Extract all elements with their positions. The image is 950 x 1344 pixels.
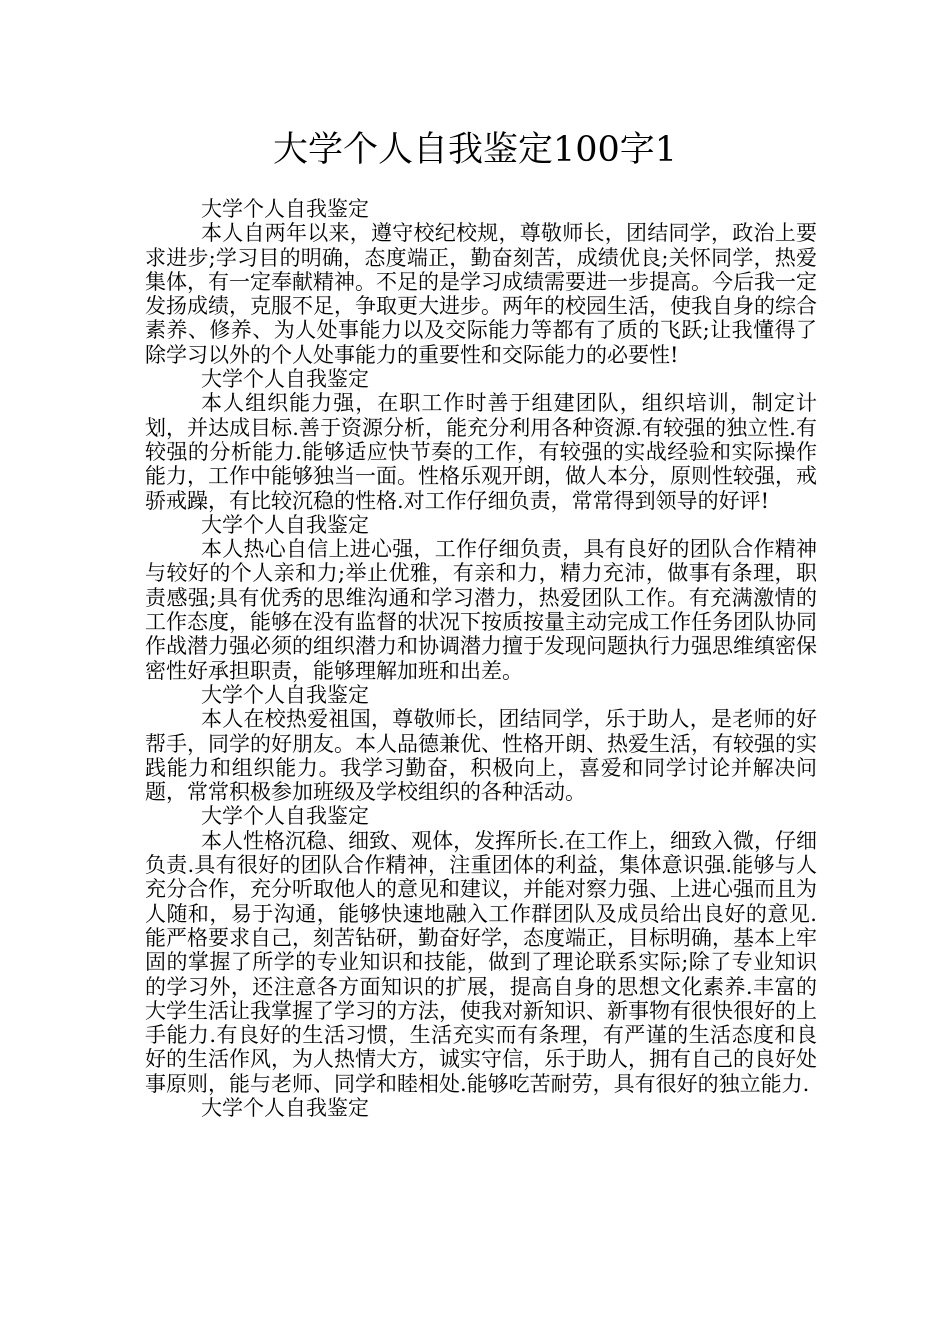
section-paragraph: 本人性格沉稳、细致、观体，发挥所长.在工作上，细致入微，仔细负责.具有很好的团队合作精神，注重团体的利益，集体意识强.能够与人充分合作，充分听取他人的意见和建议，并能对察力强、上进心强而且为人随和，易于沟通，能够快速地融入工作群团队及成员给出良好的意见.能严格要求自己，刻苦钻研，勤奋好学，态度端正，目标明确，基本上牢固的掌握了所学的专业知识和技能，做到了理论联系实际;除了专业知识的学习外，还注意各方面知识的扩展，提高自身的思想文化素养.丰富的大学生活让我掌握了学习的方法，使我对新知识、新事物有很快很好的上手能力.有良好的生活习惯，生活充实而有条理，有严谨的生活态度和良好的生活作风，为人热情大方，诚实守信，乐于助人，拥有自己的良好处事原则，能与老师、同学和睦相处.能够吃苦耐劳，具有很好的独立能力. [145, 828, 817, 1096]
section-heading: 大学个人自我鉴定 [201, 682, 369, 707]
section-heading: 大学个人自我鉴定 [201, 367, 369, 392]
section-paragraph: 本人热心自信上进心强，工作仔细负责，具有良好的团队合作精神与较好的个人亲和力;举止优雅，有亲和力，精力充沛，做事有条理，职责感强;具有优秀的思维沟通和学习潜力，热爱团队工作。有充满激情的工作态度，能够在没有监督的状况下按质按量主动完成工作任务团队协同作战潜力强必须的组织潜力和协调潜力擅于发现问题执行力强思维缜密保密性好承担职责，能够理解加班和出差。 [145, 537, 817, 683]
section-paragraph: 本人组织能力强，在职工作时善于组建团队，组织培训，制定计划，并达成目标.善于资源分析，能充分利用各种资源.有较强的独立性.有较强的分析能力.能够适应快节奏的工作，有较强的实战经验和实际操作能力，工作中能够独当一面。性格乐观开朗，做人本分，原则性较强，戒骄戒躁，有比较沉稳的性格.对工作仔细负责，常常得到领导的好评! [145, 391, 817, 513]
section-heading: 大学个人自我鉴定 [201, 197, 369, 221]
document-body [145, 197, 817, 1120]
section-heading: 大学个人自我鉴定 [201, 512, 369, 537]
section-paragraph: 本人在校热爱祖国，尊敬师长，团结同学，乐于助人，是老师的好帮手，同学的好朋友。本人品德兼优、性格开朗、热爱生活，有较强的实践能力和组织能力。我学习勤奋，积极向上，喜爱和同学讨论并解决问题，常常积极参加班级及学校组织的各种活动。 [145, 707, 817, 805]
document-title: 大学个人自我鉴定100字1 [272, 130, 678, 170]
section-heading: 大学个人自我鉴定 [201, 804, 369, 829]
section-paragraph: 本人自两年以来，遵守校纪校规，尊敬师长，团结同学，政治上要求进步;学习目的明确，态度端正，勤奋刻苦，成绩优良;关怀同学，热爱集体，有一定奉献精神。不足的是学习成绩需要进一步提高。今后我一定发扬成绩，克服不足，争取更大进步。两年的校园生活，使我自身的综合素养、修养、为人处事能力以及交际能力等都有了质的飞跃;让我懂得了除学习以外的个人处事能力的重要性和交际能力的必要性! [145, 221, 817, 367]
section-heading: 大学个人自我鉴定 [201, 1095, 369, 1120]
